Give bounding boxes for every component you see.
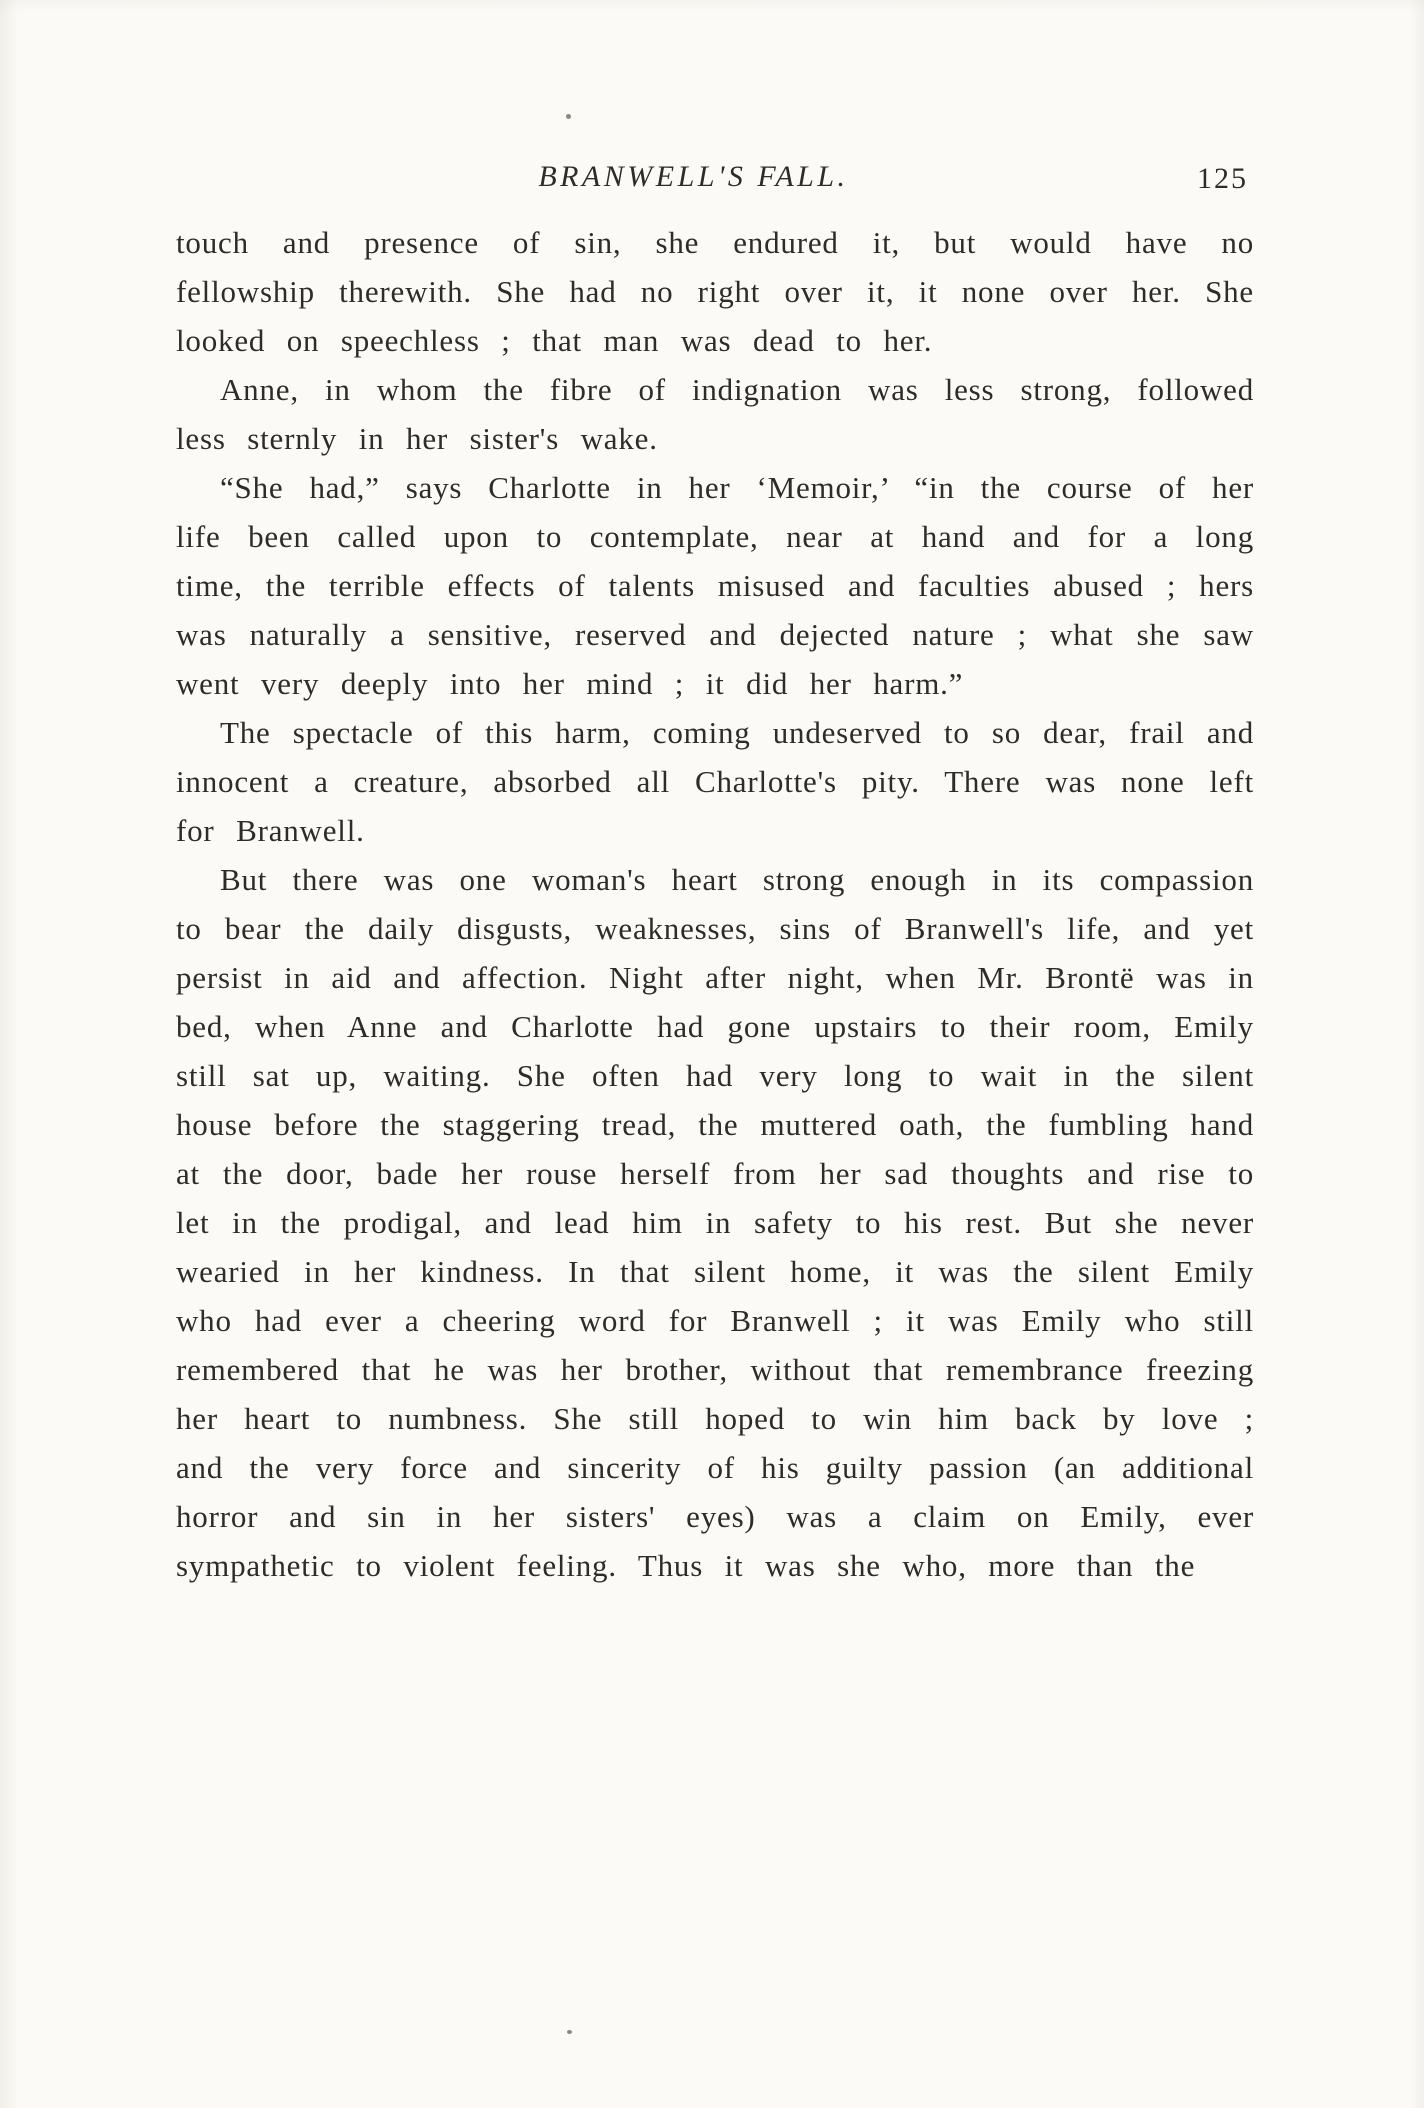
- running-title: BRANWELL'S FALL.: [538, 160, 849, 193]
- scan-artifact-speck: [567, 2030, 572, 2034]
- paragraph: “She had,” says Charlotte in her ‘Memoir,’ “in the course of her life been called upon to contemplate, near at hand and for a long time, the terrible effects of talents misused and faculties abused ; hers was naturally a sensitive, reserved and dejected nature ; what she saw went very deeply into her mind ; it did her harm.”: [176, 470, 1254, 701]
- scan-artifact-speck: [566, 114, 571, 119]
- text-body: [176, 218, 1254, 1590]
- page-header: [176, 160, 1254, 204]
- page-number: 125: [1197, 162, 1248, 195]
- paragraph: The spectacle of this harm, coming undeserved to so dear, frail and innocent a creature, absorbed all Charlotte's pity. There was none left for Branwell.: [176, 715, 1254, 848]
- paragraph: But there was one woman's heart strong enough in its compassion to bear the daily disgusts, weaknesses, sins of Branwell's life, and yet persist in aid and affection. Night after night, when Mr. Brontë was in bed, when Anne and Charlotte had gone upstairs to their room, Emily still sat up, waiting. She often had very long to wait in the silent house before the staggering tread, the muttered oath, the fumbling hand at the door, bade her rouse herself from her sad thoughts and rise to let in the prodigal, and lead him in safety to his rest. But she never wearied in her kindness. In that silent home, it was the silent Emily who had ever a cheering word for Branwell ; it was Emily who still remembered that he was her brother, without that remembrance freezing her heart to numbness. She still hoped to win him back by love ; and the very force and sincerity of his guilty passion (an additional horror and sin in her sisters' eyes) was a claim on Emily, ever sympathetic to violent feeling. Thus it was she who, more than the: [176, 862, 1254, 1583]
- paragraph: touch and presence of sin, she endured it, but would have no fellowship therewith. She had no right over it, it none over her. She looked on speechless ; that man was dead to her.: [176, 225, 1254, 358]
- paragraph: Anne, in whom the fibre of indignation was less strong, followed less sternly in her sister's wake.: [176, 372, 1254, 456]
